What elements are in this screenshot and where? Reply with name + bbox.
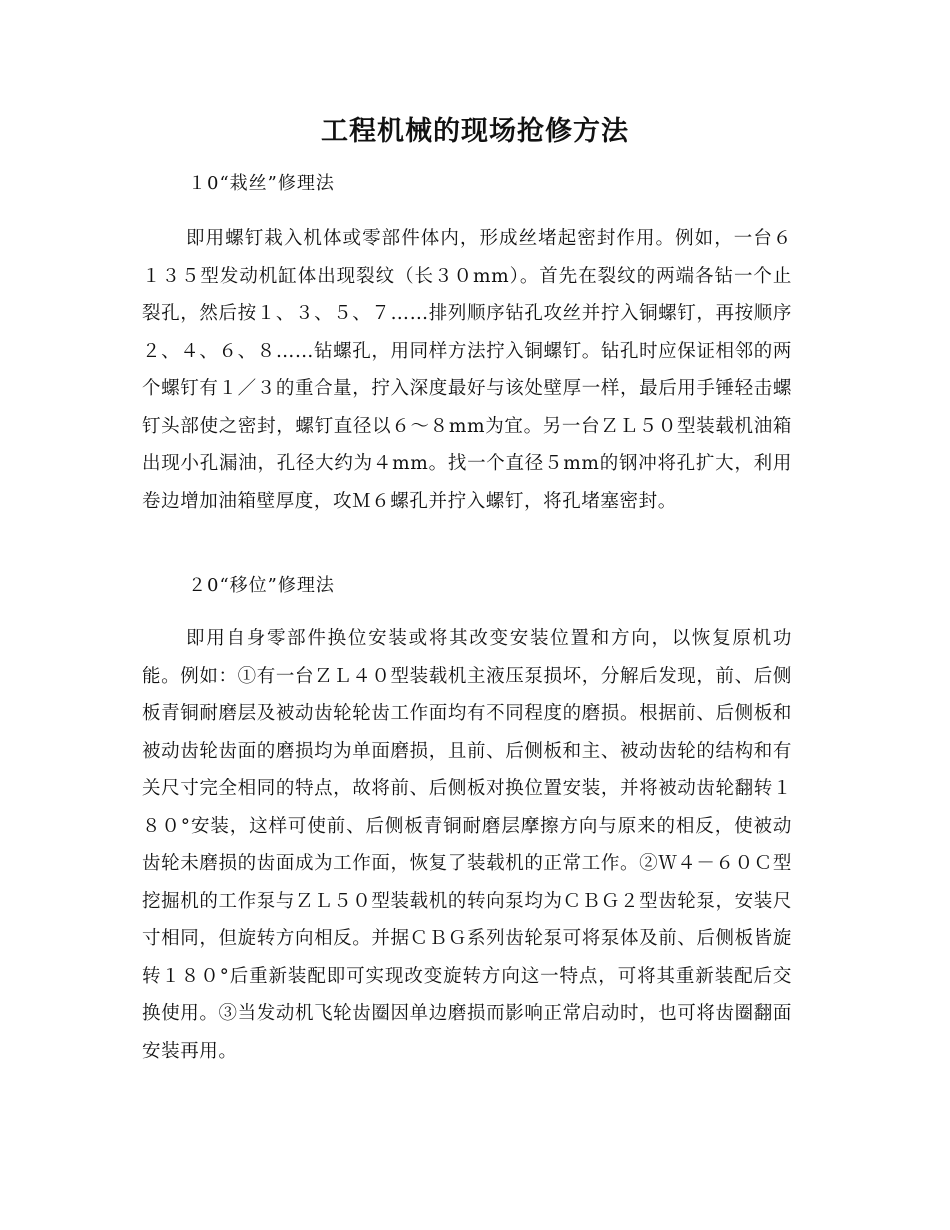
section-body-1: 即用螺钉栽入机体或零部件体内，形成丝堵起密封作用。例如，一台６１３５型发动机缸体出现裂纹（长３０mm）。首先在裂纹的两端各钻一个止裂孔，然后按１、３、５、７……排列顺序钻孔攻丝并拧入铜螺钉，再按顺序２、４、６、８……钻螺孔，用同样方法拧入铜螺钉。钻孔时应保证相邻的两个螺钉有１／３的重合量，拧入深度最好与该处壁厚一样，最后用手锤轻击螺钉头部使之密封，螺钉直径以６～８mm为宜。另一台ＺＬ５０型装载机油箱出现小孔漏油，孔径大约为４mm。找一个直径５mm的钢冲将孔扩大，利用卷边增加油箱壁厚度，攻Ｍ６螺孔并拧入螺钉，将孔堵塞密封。 xyxy=(142,228,792,512)
section-heading-1: １0“栽丝”修理法 xyxy=(188,173,335,194)
section-heading-2: ２0“移位”修理法 xyxy=(188,575,335,596)
section-body-2: 即用自身零部件换位安装或将其改变安装位置和方向，以恢复原机功能。例如：①有一台ＺＬ４０型装载机主液压泵损坏，分解后发现，前、后侧板青铜耐磨层及被动齿轮轮齿工作面均有不同程度的磨损。根据前、后侧板和被动齿轮齿面的磨损均为单面磨损，且前、后侧板和主、被动齿轮的结构和有关尺寸完全相同的特点，故将前、后侧板对换位置安装，并将被动齿轮翻转１８０°安装，这样可使前、后侧板青铜耐磨层摩擦方向与原来的相反，使被动齿轮未磨损的齿面成为工作面，恢复了装载机的正常工作。②Ｗ４－６０Ｃ型挖掘机的工作泵与ＺＬ５０型装载机的转向泵均为ＣＢＧ２型齿轮泵，安装尺寸相同，但旋转方向相反。并据ＣＢＧ系列齿轮泵可将泵体及前、后侧板皆旋转１８０°后重新装配即可实现改变旋转方向这一特点，可将其重新装配后交换使用。③当发动机飞轮齿圈因单边磨损而影响正常启动时，也可将齿圈翻面安装再用。 xyxy=(142,628,792,1062)
document-title: 工程机械的现场抢修方法 xyxy=(321,116,629,147)
